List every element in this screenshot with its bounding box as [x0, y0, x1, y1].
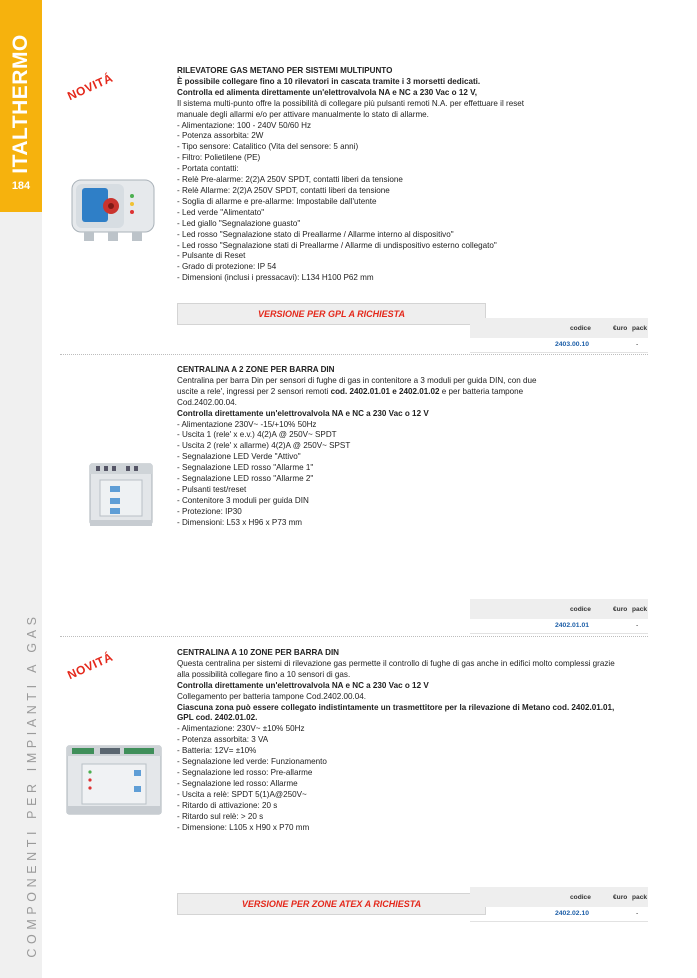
spec-item: - Contenitore 3 moduli per guida DIN: [177, 495, 309, 505]
spec-item: - Potenza assorbita: 3 VA: [177, 735, 269, 745]
table-row: [470, 907, 648, 922]
spec-item: - Segnalazione LED Verde "Attivo": [177, 452, 301, 462]
spec-item: - Uscita 1 (rele' x e.v.) 4(2)A @ 250V~ SPDT: [177, 430, 337, 440]
spec-item: - Pulsante di Reset: [177, 251, 246, 261]
spec-item: - Dimensioni: L53 x H96 x P73 mm: [177, 517, 303, 527]
spec-item: - Segnalazione LED rosso "Allarme 2": [177, 474, 314, 484]
code-table: [470, 318, 648, 353]
product-centralina-10-zone: [177, 648, 627, 833]
spec-item: - Ritardo di attivazione: 20 s: [177, 800, 278, 810]
brand-logo: ITALTHERMO: [9, 34, 32, 174]
spec-item: - Tipo sensore: Catalitico (Vita del sensore: 5 anni): [177, 142, 359, 152]
section-title: COMPONENTI PER IMPIANTI A GAS: [25, 612, 39, 958]
description-text: Centralina per barra Din per sensori di fughe di gas in contenitore a 3 moduli per guida DIN, con due uscite a rele', ingressi per 2 sensori remoti: [177, 375, 537, 396]
feature-line: È possibile collegare fino a 10 rilevatori in cascata tramite i 3 morsetti dedicati.: [177, 76, 481, 86]
feature-line: Ciascuna zona può essere collegato indistintamente un trasmettitore per la rilevazione di Metano cod. 2402.01.01, GPL cod. 2402.01.02.: [177, 702, 615, 723]
product-title: CENTRALINA A 10 ZONE PER BARRA DIN: [177, 648, 340, 657]
col-pack: pack: [632, 606, 648, 613]
product-code[interactable]: 2403.00.10: [555, 341, 590, 348]
product-description: Il sistema multi-punto offre la possibilità di collegare più pulsanti remoti N.A. per effettuare il reset manuale degli allarmi e/o per attivare manualmente lo stato di allarme.: [177, 98, 524, 119]
product-code[interactable]: 2402.02.10: [555, 910, 590, 917]
spec-item: - Segnalazione led rosso: Allarme: [177, 778, 298, 788]
spec-item: - Segnalazione led rosso: Pre-allarme: [177, 767, 313, 777]
table-row: [470, 619, 648, 634]
spec-item: - Filtro: Polietilene (PE): [177, 153, 261, 163]
divider: [60, 636, 648, 637]
code-table: [470, 599, 648, 634]
spec-item: - Led giallo "Segnalazione guasto": [177, 218, 301, 228]
spec-item: - Led verde "Alimentato": [177, 207, 265, 217]
col-euro: €uro: [613, 325, 628, 332]
pack-value: -: [636, 622, 639, 629]
spec-item: - Segnalazione LED rosso "Allarme 1": [177, 463, 314, 473]
code-table-header: [470, 599, 648, 619]
spec-item: - Soglia di allarme e pre-allarme: Impostabile dall'utente: [177, 196, 377, 206]
spec-item: - Relè Allarme: 2(2)A 250V SPDT, contatti liberi da tensione: [177, 185, 390, 195]
battery-line: Collegamento per batteria tampone Cod.2402.00.04.: [177, 691, 366, 701]
description-codes: cod. 2402.01.01 e 2402.01.02: [330, 386, 440, 396]
col-pack: pack: [632, 894, 648, 901]
spec-item: - Pulsanti test/reset: [177, 484, 247, 494]
spec-item: - Batteria: 12V= ±10%: [177, 746, 257, 756]
spec-item: - Grado di protezione: IP 54: [177, 262, 277, 272]
description-text: e per batteria tampone Cod.2402.00.04.: [177, 386, 524, 407]
din-controller-10-zone-image: [64, 740, 164, 820]
pack-value: -: [636, 341, 639, 348]
sidebar: [0, 0, 42, 978]
feature-line: Controlla direttamente un'elettrovalvola NA e NC a 230 Vac o 12 V: [177, 680, 429, 690]
spec-item: - Uscita a relè: SPDT 5(1)A@250V~: [177, 789, 307, 799]
divider: [60, 354, 648, 355]
col-pack: pack: [632, 325, 648, 332]
col-codice: codice: [570, 894, 591, 901]
feature-line: Controlla direttamente un'elettrovalvola NA e NC a 230 Vac o 12 V: [177, 408, 429, 418]
pack-value: -: [636, 910, 639, 917]
col-euro: €uro: [613, 606, 628, 613]
product-rilevatore: [177, 66, 627, 284]
code-table-header: [470, 318, 648, 338]
spec-item: - Led rosso "Segnalazione stati di Preallarme / Allarme di undispositivo esterno collegato": [177, 240, 497, 250]
product-title: RILEVATORE GAS METANO PER SISTEMI MULTIPUNTO: [177, 66, 393, 75]
col-euro: €uro: [613, 894, 628, 901]
gas-detector-image: [70, 178, 156, 244]
product-centralina-2-zone: [177, 365, 627, 529]
spec-item: - Alimentazione: 230V~ ±10% 50Hz: [177, 724, 305, 734]
spec-item: - Relè Pre-alarme: 2(2)A 250V SPDT, contatti liberi da tensione: [177, 175, 403, 185]
product-description: Questa centralina per sistemi di rilevazione gas permette il controllo di fughe di gas anche in edifici molto complessi grazie alla possibilità collegare fino a 10 sensori di gas.: [177, 658, 615, 679]
product-title: CENTRALINA A 2 ZONE PER BARRA DIN: [177, 365, 335, 374]
product-code[interactable]: 2402.01.01: [555, 622, 590, 629]
col-codice: codice: [570, 606, 591, 613]
spec-item: - Ritardo sul relè: > 20 s: [177, 811, 264, 821]
table-row: [470, 338, 648, 353]
spec-item: - Potenza assorbita: 2W: [177, 131, 264, 141]
novita-badge: NOVITÁ: [65, 70, 116, 104]
spec-item: - Alimentazione: 100 - 240V 50/60 Hz: [177, 120, 312, 130]
spec-item: - Led rosso "Segnalazione stato di Preallarme / Allarme interno al dispositivo": [177, 229, 454, 239]
spec-item: - Alimentazione 230V~ -15/+10% 50Hz: [177, 419, 317, 429]
page-number: 184: [11, 180, 31, 192]
code-table: [470, 887, 648, 922]
product-description: [177, 376, 549, 409]
col-codice: codice: [570, 325, 591, 332]
feature-line: Controlla ed alimenta direttamente un'elettrovalvola NA e NC a 230 Vac o 12 V,: [177, 87, 477, 97]
version-note: VERSIONE PER ZONE ATEX A RICHIESTA: [177, 893, 486, 915]
spec-item: - Protezione: IP30: [177, 506, 242, 516]
spec-item: - Uscita 2 (rele' x allarme) 4(2)A @ 250V~ SPST: [177, 441, 351, 451]
spec-item: - Segnalazione led verde: Funzionamento: [177, 757, 327, 767]
din-controller-2-zone-image: [86, 458, 156, 530]
spec-item: - Dimensioni (inclusi i pressacavi): L134 H100 P62 mm: [177, 273, 374, 283]
novita-badge: NOVITÁ: [65, 649, 116, 683]
code-table-header: [470, 887, 648, 907]
spec-item: - Dimensione: L105 x H90 x P70 mm: [177, 822, 310, 832]
version-note: VERSIONE PER GPL A RICHIESTA: [177, 303, 486, 325]
spec-item: - Portata contatti:: [177, 164, 239, 174]
